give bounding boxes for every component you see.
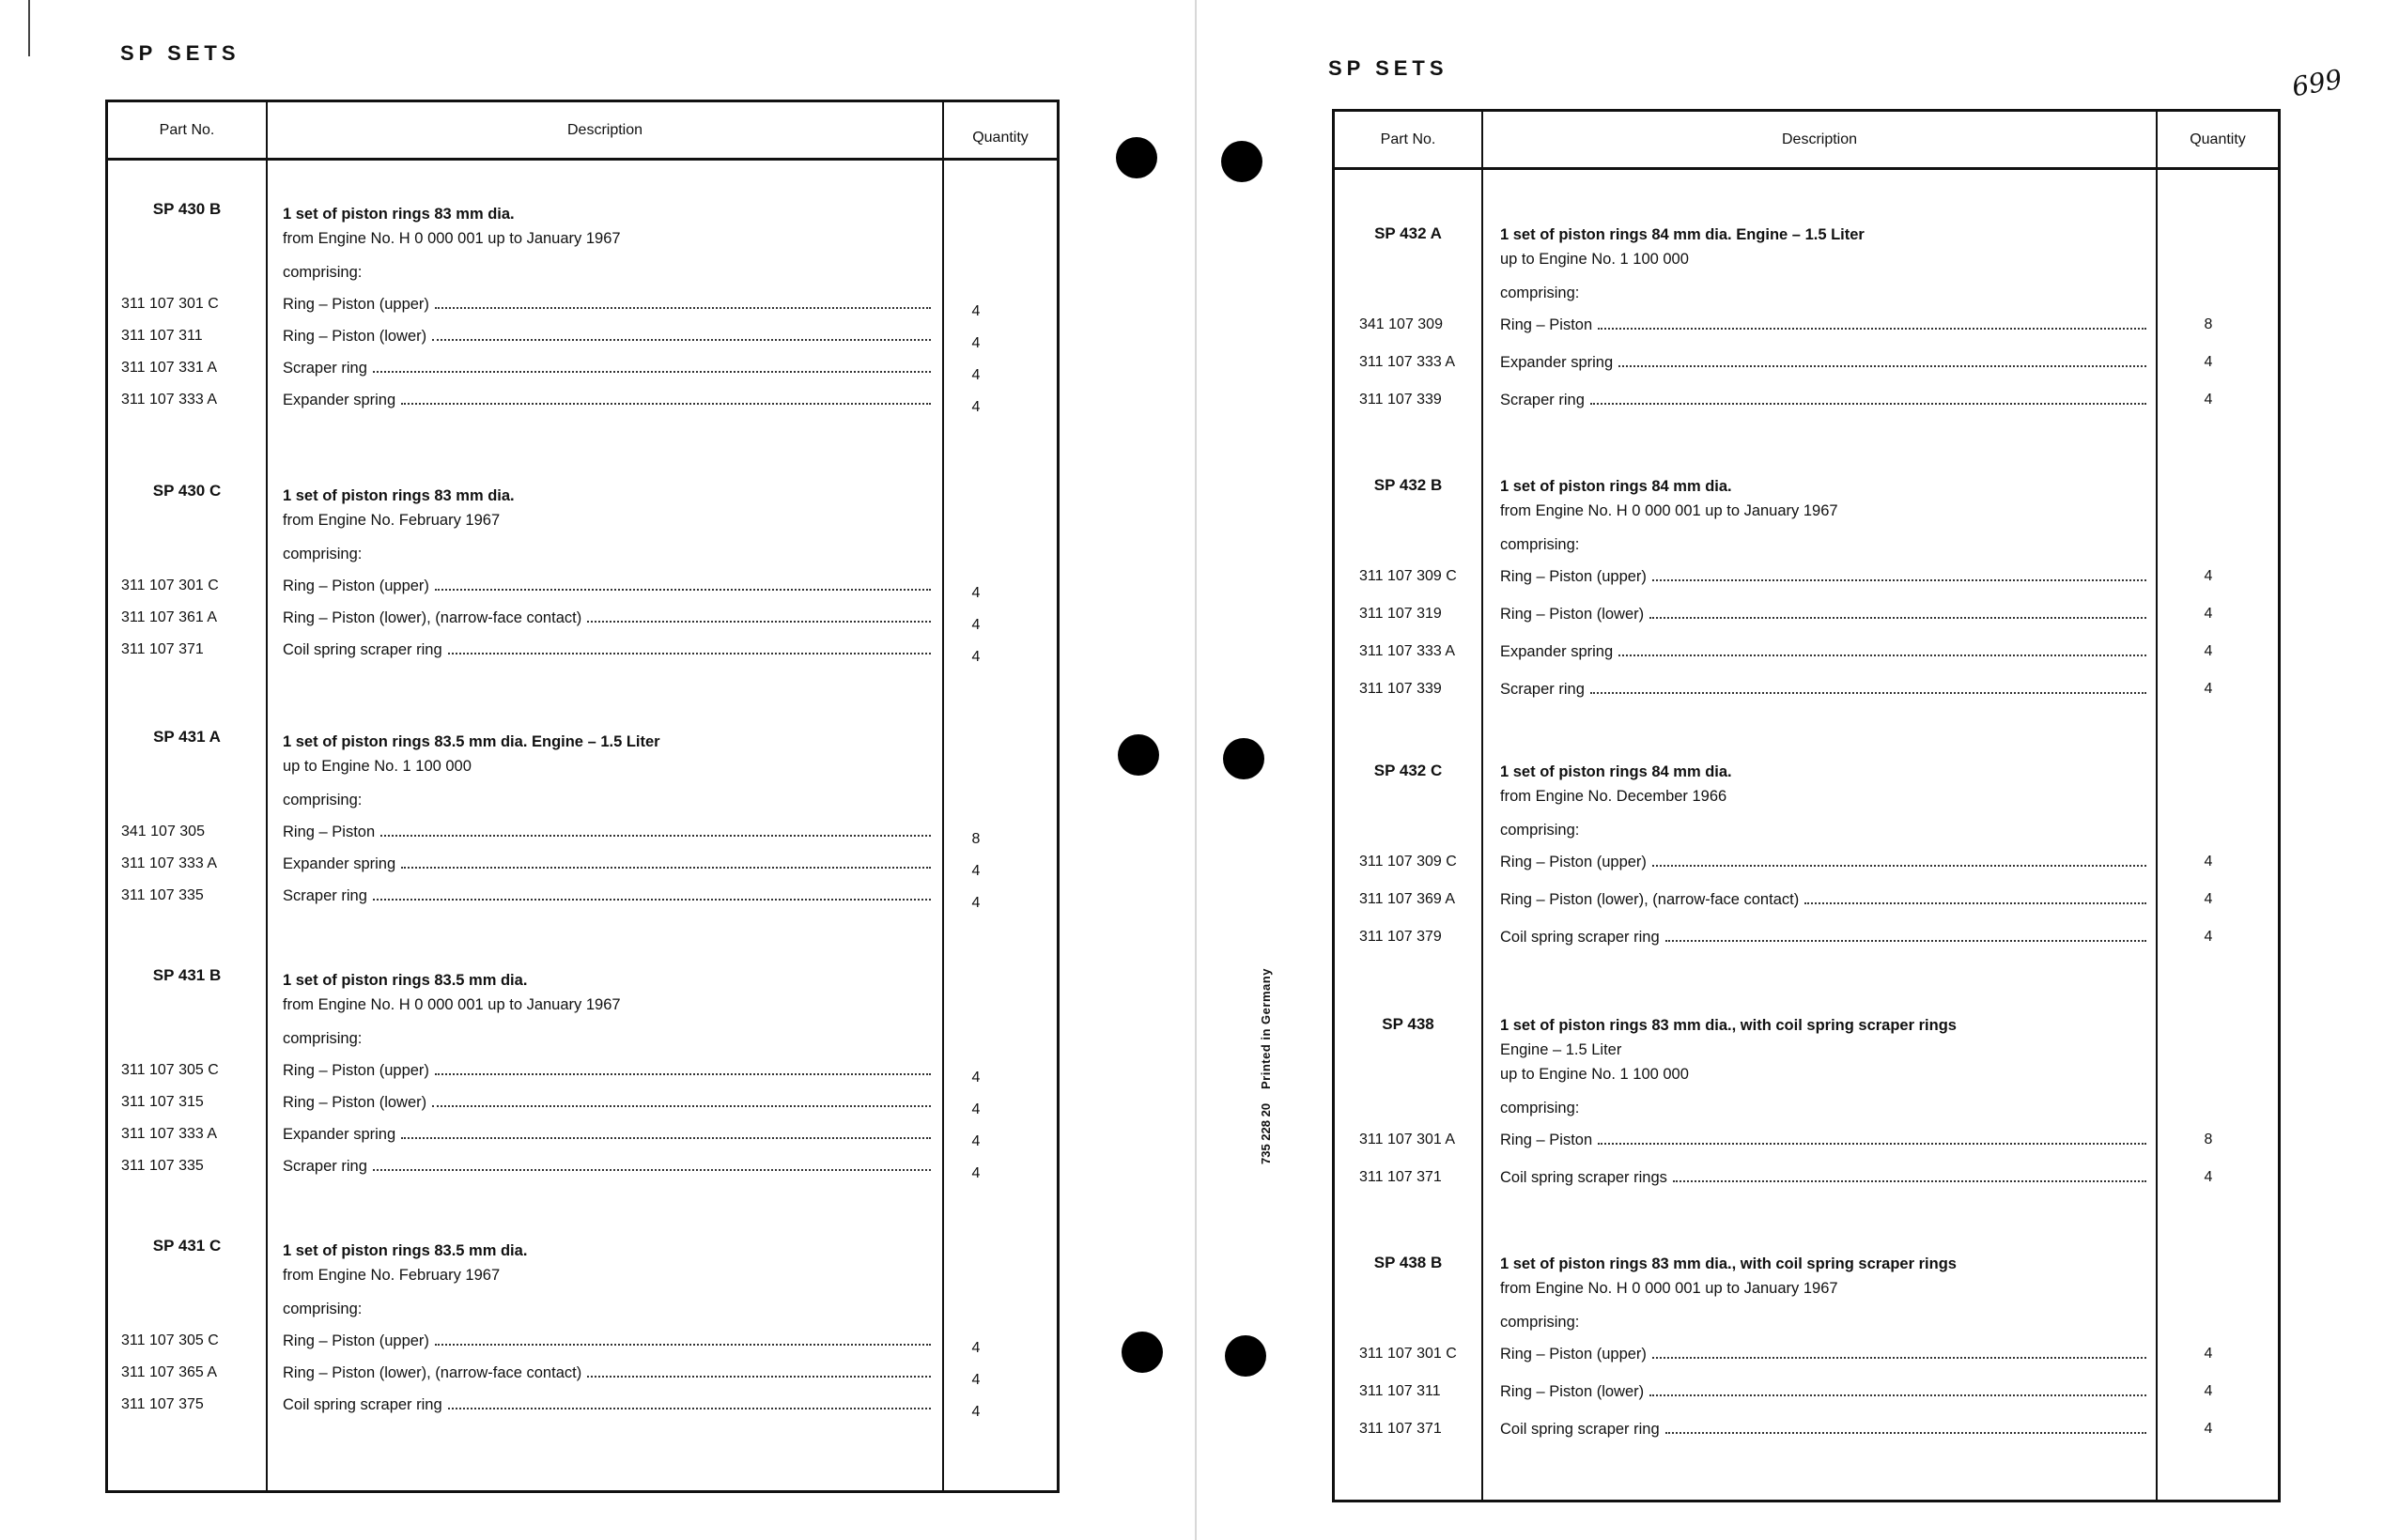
part-number: 311 107 335	[121, 1158, 204, 1174]
set-title: 1 set of piston rings 83 mm dia., with coil spring scraper rings	[1500, 1017, 1957, 1034]
item-label: Coil spring scraper rings	[1500, 1169, 1667, 1186]
table-body	[1335, 170, 2278, 1500]
dot-leader	[373, 1169, 931, 1171]
item-description	[1500, 929, 2146, 947]
table-row	[108, 1126, 1057, 1150]
dot-leader	[432, 1105, 931, 1107]
part-number: 311 107 309 C	[1359, 568, 1457, 584]
table-row	[1335, 1346, 2278, 1370]
set-subtitle: Engine – 1.5 Liter	[1500, 1041, 1622, 1058]
table-row	[108, 578, 1057, 602]
table-row	[108, 855, 1057, 880]
item-description	[1500, 1169, 2146, 1187]
set-code: SP 432 B	[1373, 476, 1443, 494]
quantity: 4	[971, 1372, 981, 1388]
table-row	[1335, 568, 2278, 593]
quantity: 4	[2204, 392, 2213, 408]
item-label: Ring – Piston (lower)	[1500, 1383, 1645, 1400]
part-number: 311 107 301 C	[121, 296, 219, 312]
comprising-label: comprising:	[1500, 1100, 1580, 1116]
table-row	[1335, 1169, 2278, 1194]
dot-leader	[587, 1376, 931, 1378]
comprising-label: comprising:	[283, 264, 363, 281]
item-description	[1500, 1383, 2146, 1401]
part-number: 311 107 333 A	[1359, 354, 1456, 370]
set-subtitle: from Engine No. February 1967	[283, 512, 501, 529]
item-description	[1500, 606, 2146, 624]
item-label: Coil spring scraper ring	[1500, 1421, 1660, 1438]
part-number: 311 107 331 A	[121, 360, 218, 376]
dot-leader	[432, 339, 931, 341]
set-subtitle: from Engine No. H 0 000 001 up to January 1967	[283, 996, 621, 1013]
item-description	[1500, 891, 2146, 909]
item-description	[1500, 1132, 2146, 1149]
item-description	[283, 296, 931, 314]
quantity: 4	[971, 585, 981, 601]
parts-table	[105, 100, 1060, 1493]
punch-hole	[1223, 738, 1264, 779]
part-number: 311 107 375	[121, 1396, 204, 1412]
dot-leader	[1598, 1143, 2146, 1145]
set-subtitle: up to Engine No. 1 100 000	[1500, 1066, 1689, 1083]
quantity: 4	[2204, 929, 2213, 945]
header-part-no: Part No.	[1380, 131, 1436, 147]
table-row	[108, 296, 1057, 320]
print-code: 735 228 20	[1259, 1102, 1273, 1164]
part-number: 341 107 305	[121, 824, 205, 839]
header-description: Description	[1781, 131, 1858, 147]
dot-leader	[1652, 1357, 2146, 1359]
set-subtitle: from Engine No. H 0 000 001 up to January 1967	[1500, 1280, 1838, 1297]
item-description	[1500, 392, 2146, 409]
dot-leader	[1618, 365, 2146, 367]
part-number: 311 107 371	[1359, 1169, 1442, 1185]
table-row	[108, 641, 1057, 666]
dot-leader	[1590, 692, 2146, 694]
part-number: 311 107 379	[1359, 929, 1442, 945]
item-description	[283, 609, 931, 627]
set-title: 1 set of piston rings 83.5 mm dia. Engine – 1.5 Liter	[283, 733, 660, 750]
quantity: 4	[971, 1133, 981, 1149]
comprising-label: comprising:	[283, 1301, 363, 1317]
item-label: Ring – Piston (lower)	[283, 328, 427, 345]
item-label: Scraper ring	[283, 360, 367, 377]
item-label: Coil spring scraper ring	[283, 1396, 442, 1413]
set-subtitle: from Engine No. February 1967	[283, 1267, 501, 1284]
comprising-label: comprising:	[283, 546, 363, 562]
punch-hole	[1118, 734, 1159, 776]
quantity: 4	[971, 367, 981, 383]
table-row	[108, 360, 1057, 384]
dot-leader	[448, 653, 931, 654]
part-number: 311 107 369 A	[1359, 891, 1456, 907]
item-label: Expander spring	[283, 1126, 396, 1143]
quantity: 4	[2204, 354, 2213, 370]
item-label: Ring – Piston (upper)	[1500, 568, 1647, 585]
header-part-no: Part No.	[159, 121, 215, 138]
dot-leader	[1618, 654, 2146, 656]
quantity: 8	[2204, 1132, 2213, 1147]
item-label: Ring – Piston (upper)	[283, 296, 429, 313]
item-label: Ring – Piston (upper)	[283, 1062, 429, 1079]
table-row	[1335, 891, 2278, 916]
item-label: Ring – Piston (upper)	[283, 1332, 429, 1349]
set-subtitle: up to Engine No. 1 100 000	[283, 758, 472, 775]
quantity: 4	[2204, 568, 2213, 584]
header-quantity: Quantity	[2190, 131, 2246, 147]
item-description	[283, 1396, 931, 1414]
table-row	[1335, 1383, 2278, 1408]
table-row	[108, 1062, 1057, 1086]
set-code: SP 432 C	[1373, 762, 1443, 779]
comprising-label: comprising:	[1500, 822, 1580, 839]
item-label: Coil spring scraper ring	[283, 641, 442, 658]
item-description	[283, 1158, 931, 1176]
part-number: 311 107 305 C	[121, 1062, 219, 1078]
part-number: 341 107 309	[1359, 316, 1443, 332]
table-row	[108, 392, 1057, 416]
table-row	[1335, 1132, 2278, 1156]
table-row	[108, 328, 1057, 352]
dot-leader	[401, 867, 931, 869]
quantity: 4	[971, 1340, 981, 1356]
page-number: 699	[2289, 63, 2345, 103]
item-label: Expander spring	[1500, 354, 1614, 371]
table-row	[108, 609, 1057, 634]
item-description	[1500, 354, 2146, 372]
set-code: SP 431 A	[153, 728, 221, 746]
table-row	[108, 1332, 1057, 1357]
set-code: SP 438 B	[1373, 1254, 1443, 1271]
comprising-label: comprising:	[1500, 536, 1580, 553]
quantity: 4	[971, 649, 981, 665]
parts-table	[1332, 109, 2281, 1502]
table-header	[1335, 112, 2278, 170]
dot-leader	[1590, 403, 2146, 405]
dot-leader	[380, 835, 931, 837]
set-code: SP 438	[1382, 1015, 1434, 1033]
item-description	[283, 824, 931, 841]
quantity: 4	[2204, 606, 2213, 622]
table-row	[108, 1364, 1057, 1389]
part-number: 311 107 339	[1359, 392, 1442, 408]
part-number: 311 107 333 A	[121, 1126, 218, 1142]
table-row	[1335, 392, 2278, 416]
item-description	[283, 1062, 931, 1080]
item-description	[283, 360, 931, 377]
dot-leader	[448, 1408, 931, 1409]
item-label: Ring – Piston (lower)	[1500, 606, 1645, 623]
dot-leader	[435, 589, 931, 591]
quantity: 4	[971, 895, 981, 911]
table-row	[108, 1396, 1057, 1421]
item-label: Ring – Piston (lower), (narrow-face contact)	[283, 1364, 582, 1381]
dot-leader	[1649, 1394, 2146, 1396]
item-label: Scraper ring	[283, 887, 367, 904]
table-body	[108, 161, 1057, 1490]
part-number: 311 107 315	[121, 1094, 204, 1110]
punch-hole	[1221, 141, 1262, 182]
quantity: 4	[971, 399, 981, 415]
quantity: 4	[2204, 854, 2213, 870]
set-subtitle: from Engine No. December 1966	[1500, 788, 1727, 805]
item-description	[283, 1094, 931, 1112]
table-row	[1335, 854, 2278, 878]
dot-leader	[435, 307, 931, 309]
set-subtitle: from Engine No. H 0 000 001 up to January 1967	[1500, 502, 1838, 519]
quantity: 4	[971, 1404, 981, 1420]
set-subtitle: up to Engine No. 1 100 000	[1500, 251, 1689, 268]
item-label: Ring – Piston (lower), (narrow-face contact)	[283, 609, 582, 626]
set-title: 1 set of piston rings 83 mm dia.	[283, 487, 515, 504]
quantity: 4	[971, 1165, 981, 1181]
part-number: 311 107 301 C	[1359, 1346, 1457, 1362]
quantity: 4	[971, 335, 981, 351]
edge-mark	[28, 0, 30, 56]
item-label: Ring – Piston (lower), (narrow-face contact)	[1500, 891, 1800, 908]
dot-leader	[435, 1344, 931, 1346]
comprising-label: comprising:	[283, 792, 363, 808]
printed-in-germany: Printed in Germany	[1259, 968, 1273, 1089]
table-row	[1335, 606, 2278, 630]
table-row	[108, 1094, 1057, 1118]
table-row	[108, 887, 1057, 912]
item-label: Ring – Piston (upper)	[1500, 854, 1647, 870]
dot-leader	[1673, 1180, 2146, 1182]
part-number: 311 107 333 A	[121, 392, 218, 408]
page-heading: SP SETS	[120, 41, 240, 65]
dot-leader	[1665, 1432, 2146, 1434]
table-row	[1335, 1421, 2278, 1445]
page-heading: SP SETS	[1328, 56, 1448, 80]
comprising-label: comprising:	[1500, 1314, 1580, 1331]
part-number: 311 107 333 A	[1359, 643, 1456, 659]
page-fold	[1195, 0, 1197, 1540]
item-label: Ring – Piston (upper)	[1500, 1346, 1647, 1363]
quantity: 4	[2204, 1169, 2213, 1185]
header-quantity: Quantity	[972, 129, 1029, 146]
part-number: 311 107 305 C	[121, 1332, 219, 1348]
item-label: Scraper ring	[1500, 392, 1585, 408]
set-subtitle: from Engine No. H 0 000 001 up to January 1967	[283, 230, 621, 247]
set-code: SP 432 A	[1374, 224, 1442, 242]
set-code: SP 431 C	[152, 1237, 222, 1255]
dot-leader	[435, 1073, 931, 1075]
comprising-label: comprising:	[1500, 285, 1580, 301]
item-label: Scraper ring	[1500, 681, 1585, 698]
item-description	[283, 887, 931, 905]
item-description	[283, 855, 931, 873]
item-description	[283, 578, 931, 595]
quantity: 4	[2204, 1346, 2213, 1362]
item-label: Coil spring scraper ring	[1500, 929, 1660, 946]
part-number: 311 107 301 A	[1359, 1132, 1456, 1147]
item-label: Ring – Piston	[283, 824, 376, 840]
part-number: 311 107 311	[121, 328, 203, 344]
item-description	[283, 328, 931, 346]
set-title: 1 set of piston rings 84 mm dia. Engine – 1.5 Liter	[1500, 226, 1865, 243]
item-label: Ring – Piston	[1500, 316, 1593, 333]
item-label: Ring – Piston	[1500, 1132, 1593, 1148]
set-title: 1 set of piston rings 83.5 mm dia.	[283, 972, 528, 989]
part-number: 311 107 301 C	[121, 578, 219, 593]
dot-leader	[401, 1137, 931, 1139]
table-header	[108, 102, 1057, 161]
item-description	[283, 1364, 931, 1382]
item-description	[1500, 681, 2146, 699]
item-description	[1500, 568, 2146, 586]
punch-hole	[1225, 1335, 1266, 1377]
dot-leader	[1652, 865, 2146, 867]
part-number: 311 107 319	[1359, 606, 1442, 622]
item-description	[283, 641, 931, 659]
table-row	[108, 1158, 1057, 1182]
quantity: 4	[2204, 681, 2213, 697]
set-title: 1 set of piston rings 84 mm dia.	[1500, 478, 1732, 495]
dot-leader	[1652, 579, 2146, 581]
part-number: 311 107 339	[1359, 681, 1442, 697]
set-code: SP 431 B	[152, 966, 222, 984]
set-code: SP 430 B	[152, 200, 222, 218]
header-description: Description	[566, 121, 643, 138]
table-row	[1335, 681, 2278, 705]
quantity: 4	[2204, 891, 2213, 907]
quantity: 4	[971, 863, 981, 879]
item-description	[1500, 1346, 2146, 1363]
quantity: 4	[2204, 1421, 2213, 1437]
set-title: 1 set of piston rings 83.5 mm dia.	[283, 1242, 528, 1259]
quantity: 4	[2204, 1383, 2213, 1399]
table-row	[1335, 316, 2278, 341]
dot-leader	[1665, 940, 2146, 942]
item-description	[1500, 1421, 2146, 1439]
item-label: Expander spring	[283, 392, 396, 408]
table-row	[1335, 929, 2278, 953]
part-number: 311 107 371	[121, 641, 204, 657]
table-row	[1335, 354, 2278, 378]
item-description	[1500, 643, 2146, 661]
quantity: 8	[971, 831, 981, 847]
quantity: 4	[971, 617, 981, 633]
dot-leader	[1649, 617, 2146, 619]
item-description	[283, 1126, 931, 1144]
item-description	[1500, 854, 2146, 871]
item-label: Scraper ring	[283, 1158, 367, 1175]
dot-leader	[587, 621, 931, 623]
set-title: 1 set of piston rings 84 mm dia.	[1500, 763, 1732, 780]
item-description	[283, 1332, 931, 1350]
quantity: 4	[2204, 643, 2213, 659]
table-row	[108, 824, 1057, 848]
dot-leader	[1804, 902, 2146, 904]
quantity: 4	[971, 1070, 981, 1086]
part-number: 311 107 309 C	[1359, 854, 1457, 870]
quantity: 4	[971, 303, 981, 319]
part-number: 311 107 335	[121, 887, 204, 903]
part-number: 311 107 371	[1359, 1421, 1442, 1437]
comprising-label: comprising:	[283, 1030, 363, 1047]
quantity: 4	[971, 1101, 981, 1117]
dot-leader	[401, 403, 931, 405]
dot-leader	[373, 899, 931, 901]
table-row	[1335, 643, 2278, 668]
part-number: 311 107 311	[1359, 1383, 1441, 1399]
item-label: Expander spring	[1500, 643, 1614, 660]
dot-leader	[1598, 328, 2146, 330]
part-number: 311 107 333 A	[121, 855, 218, 871]
item-description	[283, 392, 931, 409]
item-description	[1500, 316, 2146, 334]
punch-hole	[1116, 137, 1157, 178]
item-label: Expander spring	[283, 855, 396, 872]
set-code: SP 430 C	[152, 482, 222, 500]
item-label: Ring – Piston (lower)	[283, 1094, 427, 1111]
item-label: Ring – Piston (upper)	[283, 578, 429, 594]
set-title: 1 set of piston rings 83 mm dia., with coil spring scraper rings	[1500, 1255, 1957, 1272]
part-number: 311 107 365 A	[121, 1364, 218, 1380]
quantity: 8	[2204, 316, 2213, 332]
punch-hole	[1122, 1332, 1163, 1373]
dot-leader	[373, 371, 931, 373]
set-title: 1 set of piston rings 83 mm dia.	[283, 206, 515, 223]
part-number: 311 107 361 A	[121, 609, 218, 625]
